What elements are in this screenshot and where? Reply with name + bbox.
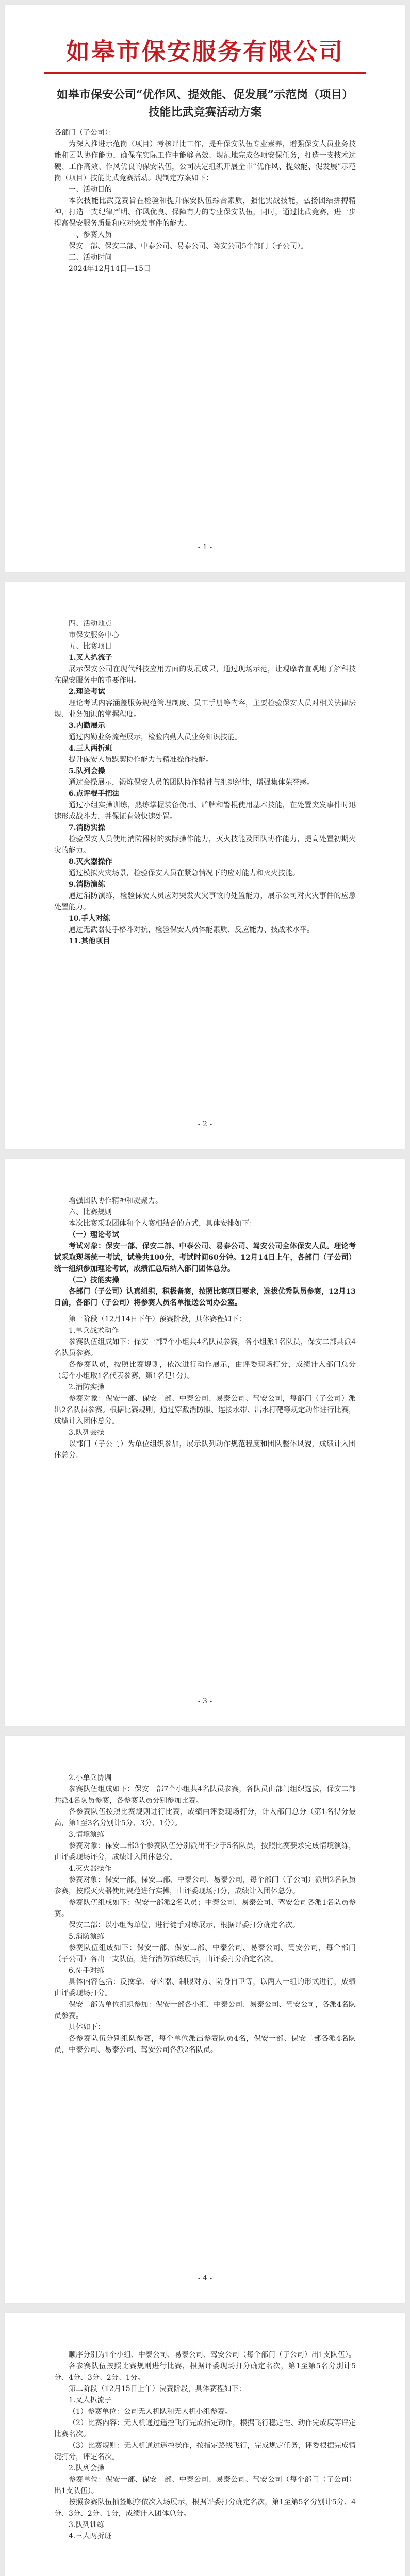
paragraph: 各参赛队员，按照比赛规则，依次进行动作展示，由评委现场打分，成绩计入部门总分（每个小组取1名代表参赛，第1名记1分）。 bbox=[54, 1361, 356, 1380]
subheading: 10.手人对练 bbox=[69, 914, 110, 923]
subheading: 2.队列会操 bbox=[69, 2464, 105, 2472]
page-2 bbox=[5, 582, 405, 1149]
paragraph: 检验保安人员使用消防器材的实际操作能力，灭火技能及团队协作能力，提高处置初期火灾的能力。 bbox=[54, 835, 356, 855]
subheading: 5.队列会操 bbox=[69, 767, 105, 775]
paragraph: 具体如下： bbox=[69, 2023, 105, 2031]
subheading: 4.三人两折班 bbox=[69, 2532, 112, 2540]
subheading: 8.灭火器操作 bbox=[69, 858, 112, 866]
subheading: （二）技能实操 bbox=[69, 1276, 119, 1284]
subheading: 1.叉人扒流子 bbox=[69, 2396, 112, 2404]
paragraph: 通过内勤业务流程展示，检验内勤人员业务知识技能。 bbox=[69, 733, 242, 741]
paragraph: 参赛队伍组成如下：保安一部派2名队员；中泰公司、易泰公司、驾安公司各派1名队员参赛。 bbox=[54, 1899, 356, 1918]
paragraph: 各部门（子公司）： bbox=[54, 129, 116, 137]
paragraph: 参赛对象：保安一部、保安二部、中泰公司、易泰公司，每个部门（子公司）派出2名队员参赛，按照灭火器使用规范进行实操，由评委现场打分，成绩计入团体总分。 bbox=[54, 1876, 356, 1895]
subheading: 7.消防实操 bbox=[69, 824, 105, 832]
paragraph: 按照参赛队伍抽签顺序依次入场展示，根据评委打分确定名次，第1至第5名分别计5分、4分、3分、2分、1分，成绩计入团体总分。 bbox=[54, 2498, 356, 2518]
page-4 bbox=[5, 1736, 405, 2303]
page-number: - 1 - bbox=[198, 543, 212, 551]
paragraph: 考试对象：保安一部、保安二部、中泰公司、易泰公司、驾安公司全体保安人员。理论考试采取现场统一考试，试卷共100分，考试时间60分钟。12月14日上午，各部门（子公司）统一组织参加理论考试，成绩汇总后纳入部门团体总分。 bbox=[54, 1242, 356, 1273]
heading: 一、活动目的 bbox=[69, 185, 112, 194]
paragraph: 理论考试内容涵盖服务规范管理制度、员工手册等内容，主要检验保安人员对相关法律法规、业务知识的掌握程度。 bbox=[54, 699, 356, 719]
subheading: （一）理论考试 bbox=[69, 1231, 119, 1239]
paragraph: 第一阶段（12月14日下午）预赛阶段，具体赛程如下： bbox=[69, 1315, 246, 1324]
paragraph: 通过小组实操训练，熟练掌握装备使用、盾牌和警棍使用基本技能，在处置突发事件时迅速形成战斗力，并保证有效快速处置。 bbox=[54, 801, 356, 821]
subheading: 3.情境演练 bbox=[69, 1831, 105, 1839]
subheading: 2.理论考试 bbox=[69, 688, 105, 696]
paragraph: 各参赛队伍分别组队参赛，每个单位派出参赛队员4名，保安一部、保安二部各派4名队员，中泰公司、易泰公司、驾安公司各派2名队员。 bbox=[54, 2035, 356, 2054]
subheading: 4.灭火器操作 bbox=[69, 1865, 112, 1873]
page-5 bbox=[5, 2313, 405, 2576]
paragraph: 保安二部为单位组织参加：保安一部各小组、中泰公司、易泰公司、驾安公司，各派4名队员参赛。 bbox=[54, 2001, 356, 2020]
heading: 二、参赛人员 bbox=[69, 231, 112, 239]
paragraph: 顺序分别为1个小组、中泰公司、易泰公司、驾安公司（每个部门（子公司）出1支队伍）。 bbox=[69, 2351, 356, 2359]
paragraph: 参赛对象：保安二部3个参赛队伍分别派出不少于5名队员，按照比赛要求完成情境演练，由评委现场评分，成绩计入团体总分。 bbox=[54, 1842, 356, 1861]
paragraph: 本次技能比武竞赛旨在检验和提升保安队伍综合素质，强化实战技能，弘扬团结拼搏精神，打造一支纪律严明、作风优良、保障有力的专业保安队伍，同时，通过比武竞赛，进一步提高保安服务质量和应对突发事件的能力。 bbox=[54, 197, 356, 228]
paragraph: （1）参赛单位：公司无人机队和无人机小组参赛。 bbox=[69, 2408, 232, 2416]
paragraph: 以部门（子公司）为单位组织参加，展示队列动作规范程度和团队整体风貌，成绩计入团体总分。 bbox=[54, 1440, 356, 1460]
paragraph: 为深入推进示范岗（项目）考核评比工作，提升保安队伍专业素养，增强保安人员业务技能和团队协作能力，确保在实际工作中能够高效、规范地完成各项安保任务，打造一支技术过硬、工作高效、作风优良的保安队伍，公司决定组织开展全市“优作风、提效能、促发展”示范岗（项目）技能比武竞赛活动。现制定方案如下： bbox=[54, 140, 356, 182]
subheading: 4.三人两折班 bbox=[69, 744, 112, 753]
paragraph: 参赛单位：保安一部、保安二部、中泰公司、易泰公司、驾安公司（每个部门（子公司）出1支队伍）。 bbox=[54, 2476, 356, 2495]
subheading: 5.消防演练 bbox=[69, 1933, 105, 1941]
paragraph: 第二阶段（12月15日上午）决赛阶段，具体赛程如下： bbox=[69, 2385, 246, 2393]
paragraph: 通过无武器徒手格斗对抗，检验保安人员体能素质、反应能力、技战术水平。 bbox=[69, 926, 314, 934]
subheading: 3.队列会操 bbox=[69, 1429, 105, 1437]
spacer bbox=[54, 1309, 356, 1314]
paragraph: （2）比赛内容：无人机通过遥控飞行完成指定动作，根据飞行稳定性、动作完成度等评定比赛名次。 bbox=[54, 2419, 356, 2438]
letterhead-red-line bbox=[44, 72, 366, 74]
doc-title: 如皋市保安公司“优作风、提效能、促发展”示范岗（项目）技能比武竞赛活动方案 bbox=[56, 88, 354, 119]
subheading: 2.消防实操 bbox=[69, 1383, 105, 1392]
paragraph: 各参赛队伍按照比赛规则进行比赛，成绩由评委现场打分，计入部门总分（第1名得分最高，第1至3名分别计5分、3分、1分）。 bbox=[54, 1808, 356, 1827]
paragraph: 各参赛队伍按照比赛规则进行比赛，根据评委现场打分确定名次，第1至第5名分别计5分、4分、3分、2分、1分。 bbox=[54, 2362, 356, 2382]
page-number: - 2 - bbox=[198, 1120, 212, 1128]
paragraph: 各部门（子公司）认真组织，积极备赛，按照比赛项目要求，选拔优秀队员参赛，12月13日前，各部门（子公司）将参赛人员名单报送公司办公室。 bbox=[54, 1287, 356, 1307]
paragraph: 通过模拟火灾场景，检验保安人员在紧急情况下的应对能力和灭火技能。 bbox=[69, 869, 300, 877]
paragraph: 本次比赛采取团体和个人赛相结合的方式，具体安排如下： bbox=[69, 1219, 256, 1228]
paragraph: 展示保安公司在现代科技应用方面的发展成果，通过现场示范，让观摩者直观地了解科技在保安服务中的重要作用。 bbox=[54, 665, 356, 685]
subheading: 3.队列训练 bbox=[69, 2521, 105, 2529]
paragraph: 通过会操展示，锻炼保安人员的团队协作精神与组织纪律，增强集体荣誉感。 bbox=[69, 778, 314, 787]
paragraph: 具体内容包括：反擒拿、夺凶器、制服对方、防身自卫等，以两人一组的形式进行，成绩由评委现场打分。 bbox=[54, 1978, 356, 1997]
subheading: 6.点评棍手把法 bbox=[69, 790, 120, 798]
page-3 bbox=[5, 1159, 405, 1726]
paragraph: 参赛队伍组成如下：保安一部、保安二部、中泰公司、易泰公司、驾安公司，每个部门（子公司）各出一支队伍，进行消防演练展示，由评委打分确定名次。 bbox=[54, 1944, 356, 1963]
paragraph: 增强团队协作精神和凝聚力。 bbox=[69, 1197, 162, 1205]
subheading: 2.小单兵协调 bbox=[69, 1774, 112, 1782]
paragraph: 参赛队伍组成如下：保安一部7个小组共4名队员参赛，各小组派1名队员，保安二部共派4名队员参赛。 bbox=[54, 1338, 356, 1358]
heading: 六、比赛规则 bbox=[69, 1208, 112, 1216]
letterhead-org: 如皋市保安服务有限公司 bbox=[66, 38, 344, 65]
subheading: 9.消防演练 bbox=[69, 880, 105, 889]
page-number: - 4 - bbox=[198, 2274, 212, 2282]
subheading: 3.内勤展示 bbox=[69, 722, 105, 730]
paragraph: 2024年12月14日—15日 bbox=[69, 265, 151, 273]
paragraph: 保安一部、保安二部、中泰公司、易泰公司、驾安公司5个部门（子公司）。 bbox=[69, 242, 308, 250]
page-1 bbox=[5, 5, 405, 572]
paragraph: 参赛对象：保安一部、保安二部、中泰公司、易泰公司、驾安公司，每部门（子公司）派出2名队员参赛。根据比赛规则，通过穿戴消防服、连接水带、出水打靶等规定动作进行比赛，成绩计入团体总分。 bbox=[54, 1395, 356, 1426]
paragraph: 提升保安人员默契协作能力与精准操作技能。 bbox=[69, 756, 213, 764]
subheading: 1.叉人扒流子 bbox=[69, 654, 112, 662]
subheading: 1.单兵战术动作 bbox=[69, 1327, 119, 1335]
heading: 四、活动地点 bbox=[69, 620, 112, 628]
subheading: 11.其他项目 bbox=[69, 937, 110, 945]
paragraph: 市保安服务中心 bbox=[69, 631, 119, 639]
page-number: - 3 - bbox=[198, 1697, 212, 1705]
paragraph: 保安二部：以小组为单位，进行徒手对练展示，根据评委打分确定名次。 bbox=[69, 1921, 300, 1929]
paragraph: （3）比赛规则：无人机通过遥控操作，按指定路线飞行，完成规定任务，评委根据完成情况打分，评定名次。 bbox=[54, 2442, 356, 2461]
heading: 三、活动时间 bbox=[69, 253, 112, 262]
paragraph: 参赛队伍组成如下：保安一部7个小组共4名队员参赛，各队员由部门组织选拔，保安二部共派4名队员参赛，各参赛队员分别参加比赛。 bbox=[54, 1785, 356, 1805]
subheading: 6.徒手对练 bbox=[69, 1967, 105, 1975]
paragraph: 通过消防演练，检验保安人员应对突发火灾事故的处置能力，展示公司对火灾事件的应急处置能力。 bbox=[54, 892, 356, 911]
heading: 五、比赛项目 bbox=[69, 642, 112, 651]
